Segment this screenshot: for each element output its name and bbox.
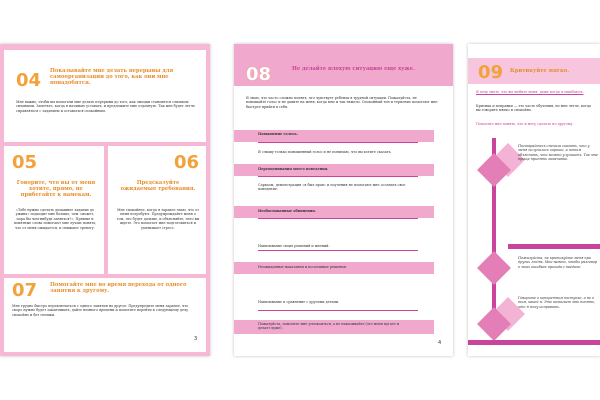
section-number: 06	[174, 152, 200, 173]
list-item: Пожалуйста, помогите мне успокоиться, а не наказывайте (это меня пугает и делает хуже).	[258, 322, 400, 331]
notch-marker	[241, 300, 249, 308]
section-body: «Тебе нужно сделать домашнее задание до ужина» подходит мне больше, чем «может, пора бы чем-нибудь заняться?». Прямые и понятные слова помогают мне лучше понять, что от меня ожидается, и снижают тревогу.	[13, 208, 97, 230]
paragraph: Постарайтесь сначала сказать, что у меня получилось хорошо, а потом объяснить, что можно улучшить. Так мне проще принять замечание.	[518, 144, 598, 162]
section-06	[108, 146, 206, 274]
page-3	[0, 44, 210, 356]
section-heading: Показывайте мне делать перерывы для самоорганизации до того, как они мне понадобятся.	[50, 68, 174, 86]
section-body: Мне важно, чтобы вы помогали мне делать перерывы до того, как эмоции становятся слишком сильными. Заметьте, когда я начинаю уставать, и предложите мне отдохнуть. Так мне будет легче справляться с заданием и оставаться спокойным.	[16, 100, 195, 113]
section-heading: Говорите, что вы от меня хотите, прямо, не прибегайте к намекам.	[16, 180, 96, 198]
section-heading: Критикуйте мягко.	[510, 68, 570, 74]
section-07	[4, 278, 206, 352]
item-underline	[258, 142, 418, 143]
notch-marker	[241, 148, 249, 156]
item-underline	[258, 310, 418, 311]
page-5	[468, 44, 600, 356]
section-body: Мне спокойнее, когда я заранее знаю, что от меня потребуют. Предупреждайте меня о том, что будет дальше, и объясняйте, чего вы ждете. Это помогает мне подготовиться и уменьшает стресс.	[116, 208, 200, 230]
intro-text: Я знаю, что часто сложно понять, что чувствует ребенок в трудной ситуации. Пожалуйста, не повышайте голос и не давите на меня, когда мне и так тяжело. Спокойный тон и терпение помогают мне быстрее прийти в себя.	[246, 96, 438, 109]
section-number: 05	[12, 152, 38, 173]
section-heading: Помогайте мне во время перехода от одного занятия к другому.	[50, 282, 187, 294]
timeline-connector	[508, 244, 600, 249]
diamond-marker	[477, 251, 511, 285]
page-number: 4	[438, 340, 442, 346]
list-item: Сарказм, демонстрация «я был прав» и поучения не помогают мне осознать свое поведение.	[258, 183, 406, 192]
page-4	[234, 44, 453, 356]
section-number: 04	[16, 70, 42, 91]
list-item: Я слышу только повышенный голос и не понимаю, что вы хотите сказать.	[258, 150, 392, 154]
list-item: Навязывание своих решений и мнений.	[258, 244, 330, 248]
section-number: 08	[246, 64, 272, 85]
items-list	[234, 44, 453, 356]
notch-marker	[241, 184, 249, 192]
item-underline	[258, 218, 418, 219]
section-body: Мне трудно быстро переключаться с одного занятия на другое. Предупредите меня заранее, что скоро нужно будет заканчивать, дайте немного времени и помогите перейти к следующему делу спокойно и без спешки.	[12, 304, 189, 317]
notch-marker	[241, 242, 249, 250]
item-underline	[258, 250, 418, 251]
paragraph: Пожалуйста, не критикуйте меня при других людях. Мне важно, чтобы разговор о моих ошибках проходил наедине.	[518, 256, 598, 269]
section-number: 07	[12, 280, 38, 301]
section-heading: Предсказуйте ожидаемые требования.	[120, 180, 196, 192]
body-text: Критика и поправки — это часть обучения, но мне легче, когда вы говорите мягко и спокойно.	[476, 104, 592, 113]
section-number: 09	[478, 62, 504, 83]
list-item: Необоснованные обвинения.	[258, 209, 316, 213]
list-item: Повышение голоса.	[258, 132, 298, 136]
list-item: Переоценивания моего поведения.	[258, 167, 329, 171]
list-item: Навязывание и сравнение с другими детьми.	[258, 300, 340, 304]
page-number: 3	[194, 336, 198, 342]
timeline-connector	[468, 340, 600, 345]
paragraph: Говорите о конкретном поступке, а не о том, какой я. Это помогает мне понять, что я могу исправить.	[518, 296, 596, 309]
section-heading: Не делайте плохую ситуацию еще хуже.	[292, 66, 415, 72]
link-text-2[interactable]: Помогите мне понять, что я могу сделать по-другому.	[476, 122, 574, 126]
item-underline	[258, 176, 418, 177]
section-05	[4, 146, 104, 274]
section-04	[4, 50, 206, 142]
list-item: Неожиданные наказания и поспешные решения.	[258, 265, 347, 269]
link-text[interactable]: Я хочу знать, что вы любите меня, даже когда я ошибаюсь.	[476, 90, 584, 94]
